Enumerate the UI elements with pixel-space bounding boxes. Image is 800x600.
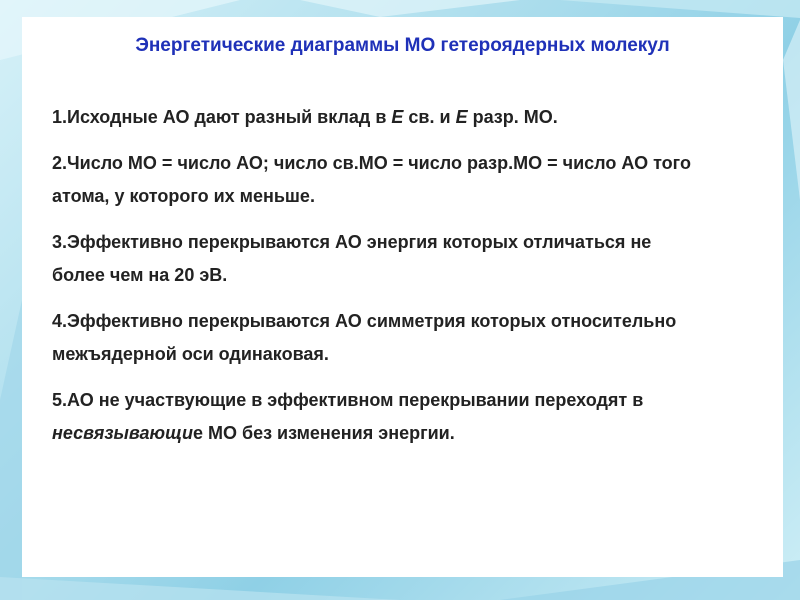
rule-1-text-a: Исходные АО дают разный вклад в bbox=[67, 107, 392, 127]
rule-number-1: 1. bbox=[52, 107, 68, 127]
rule-4-line-2: межъядерной оси одинаковая. bbox=[52, 344, 329, 364]
content-panel bbox=[22, 17, 783, 577]
rule-2-line-1: Число МО = число АО; число св.МО = число разр.МО = число АО того bbox=[67, 153, 691, 173]
rule-1-energy-symbol-a: E bbox=[391, 107, 404, 127]
rule-number-4: 4. bbox=[52, 311, 68, 331]
rule-1-energy-symbol-b: E bbox=[455, 107, 468, 127]
rule-4-line-1: Эффективно перекрываются АО симметрия которых относительно bbox=[67, 311, 677, 331]
rule-item-2 bbox=[52, 147, 772, 213]
rule-1-text-b: св. и bbox=[403, 107, 456, 127]
rule-5-italic-term: несвязывающи bbox=[52, 423, 193, 443]
slide-title: Энергетические диаграммы МО гетероядерных молекул bbox=[135, 35, 670, 56]
rule-number-5: 5. bbox=[52, 390, 68, 410]
rule-1-text-c: разр. МО. bbox=[467, 107, 558, 127]
rule-item-1 bbox=[52, 101, 772, 134]
rule-number-3: 3. bbox=[52, 232, 68, 252]
rule-3-line-2: более чем на 20 эВ. bbox=[52, 265, 228, 285]
rule-number-2: 2. bbox=[52, 153, 68, 173]
rule-5-line-1: АО не участвующие в эффективном перекрывании переходят в bbox=[67, 390, 644, 410]
rules-list bbox=[52, 101, 772, 463]
rule-item-5 bbox=[52, 384, 772, 450]
rule-5-line-2: е МО без изменения энергии. bbox=[192, 423, 455, 443]
rule-item-3 bbox=[52, 226, 772, 292]
rule-item-4 bbox=[52, 305, 772, 371]
rule-2-line-2: атома, у которого их меньше. bbox=[52, 186, 315, 206]
rule-3-line-1: Эффективно перекрываются АО энергия которых отличаться не bbox=[67, 232, 652, 252]
